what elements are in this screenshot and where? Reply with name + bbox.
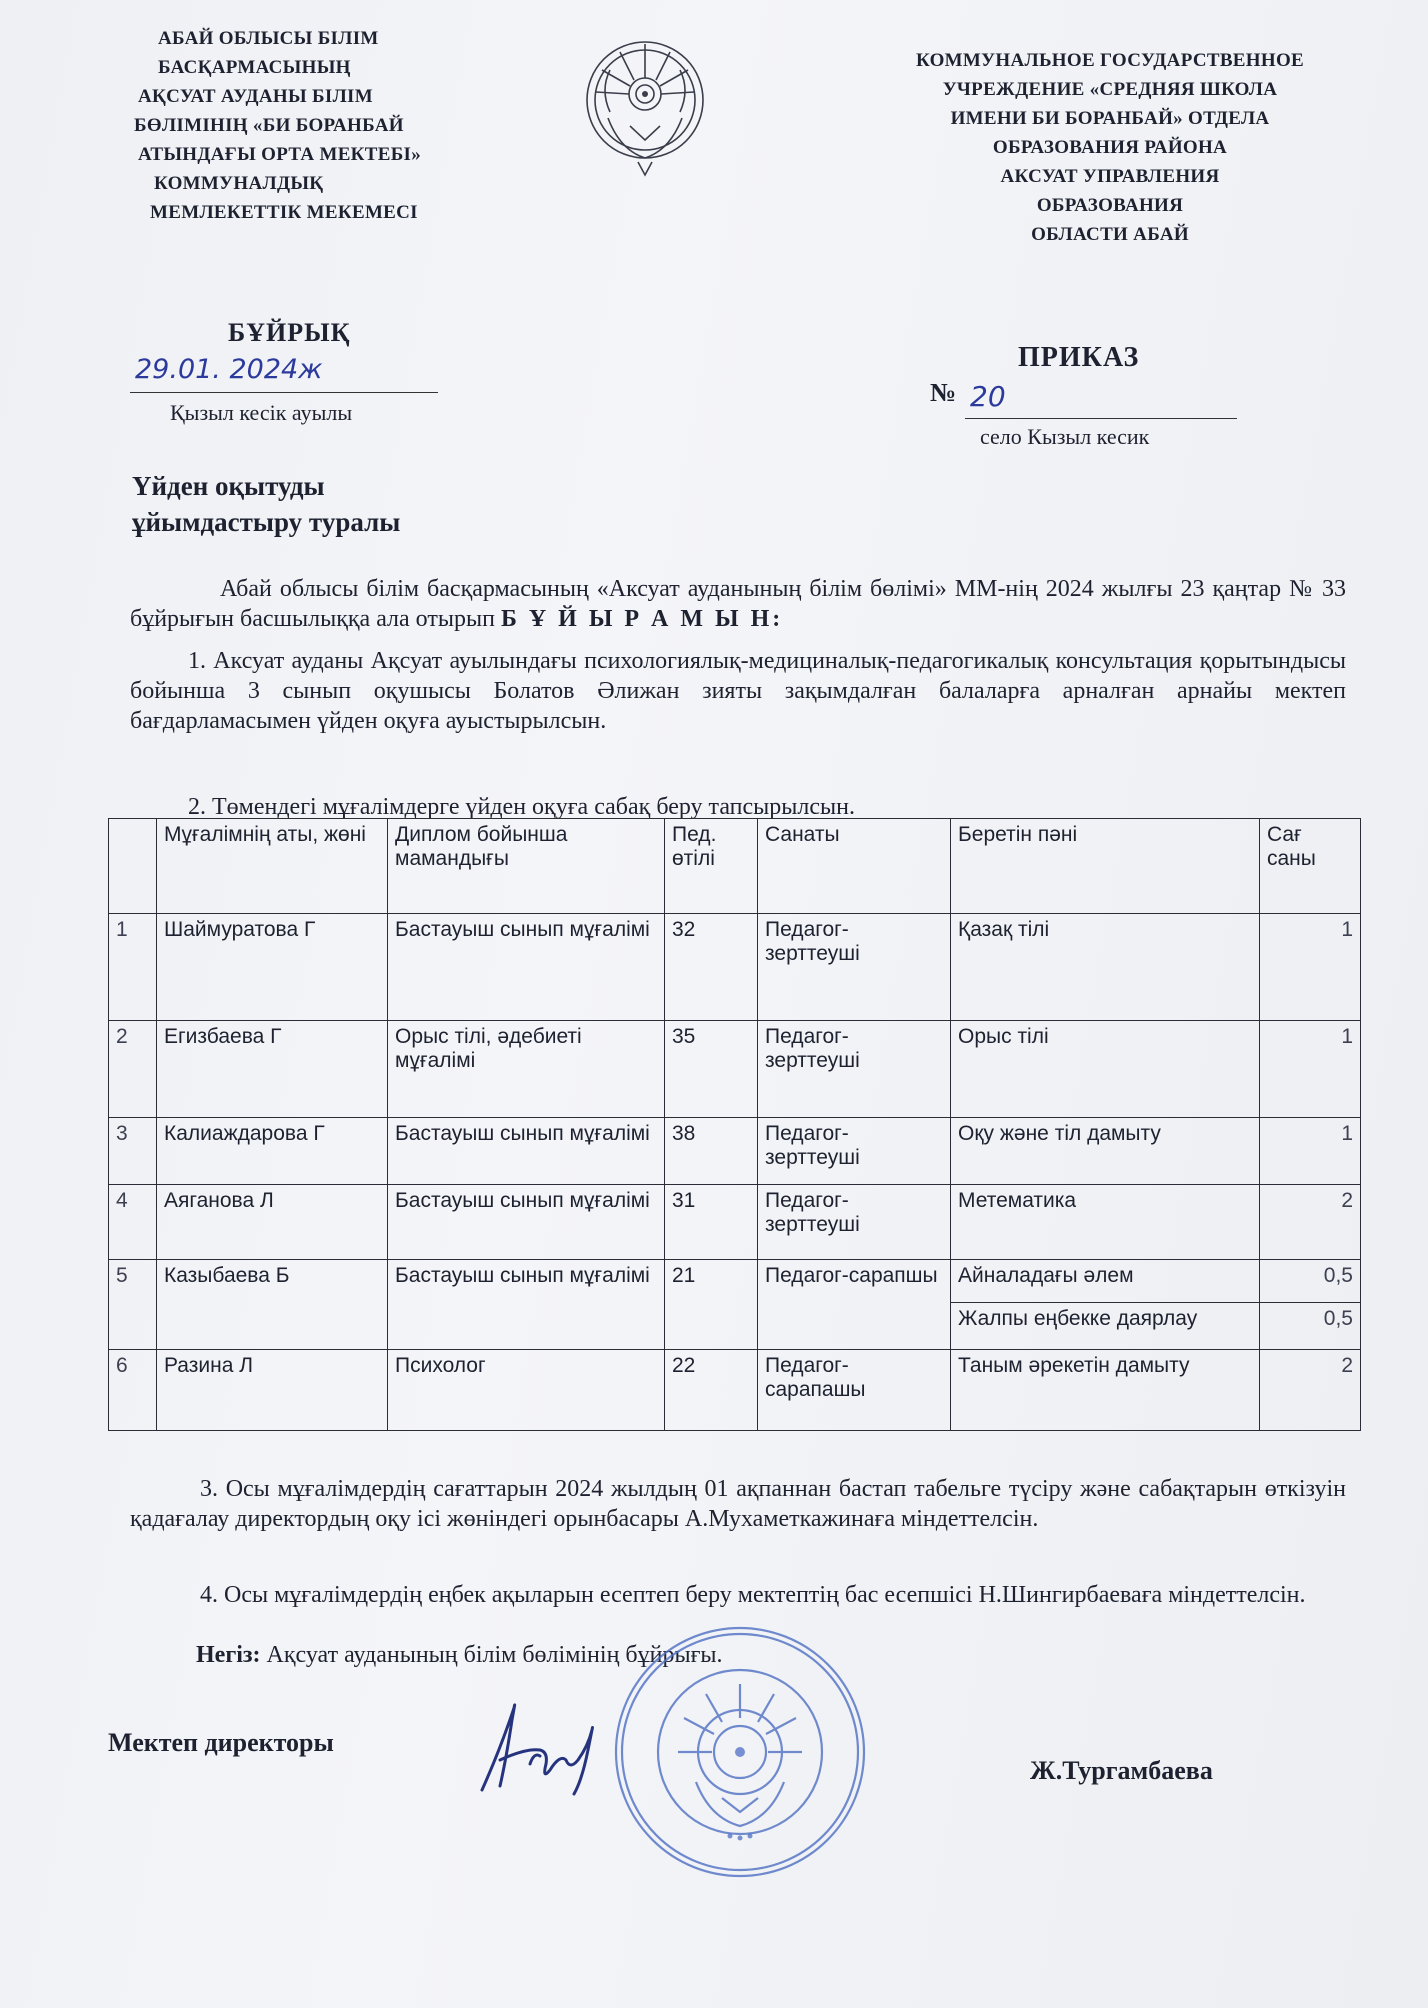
cell-subject: Жалпы еңбекке даярлау <box>951 1303 1260 1350</box>
cell-category: Педагог-зерттеуші <box>758 914 951 1021</box>
order-item-2: 2. Төмендегі мұғалімдерге үйден оқуға сабақ беру тапсырылсын. <box>188 794 856 820</box>
header-right-line: ОБЛАСТИ АБАЙ <box>1031 224 1189 245</box>
cell-subject: Таным әрекетін дамыту <box>951 1350 1260 1431</box>
order-date-field <box>130 352 438 393</box>
header-left-line: АТЫНДАҒЫ ОРТА МЕКТЕБІ» <box>138 144 422 165</box>
cell-num: 6 <box>109 1350 157 1431</box>
header-right-line: ИМЕНИ БИ БОРАНБАЙ» ОТДЕЛА <box>950 108 1270 129</box>
header-left-line: БАСҚАРМАСЫНЫҢ <box>158 57 351 78</box>
cell-subject: Орыс тілі <box>951 1021 1260 1118</box>
order-place-ru: село Кызыл кесик <box>980 424 1150 449</box>
cell-experience: 35 <box>665 1021 758 1118</box>
signer-name: Ж.Тургамбаева <box>1030 1756 1213 1785</box>
cell-diploma: Бастауыш сынып мұғалімі <box>388 1118 665 1185</box>
header-right-line: ОБРАЗОВАНИЯ <box>1036 195 1184 216</box>
cell-diploma: Бастауыш сынып мұғалімі <box>388 914 665 1021</box>
header-left-line: АБАЙ ОБЛЫСЫ БІЛІМ <box>158 28 379 49</box>
header-left-line: МЕМЛЕКЕТТІК МЕКЕМЕСІ <box>150 202 418 223</box>
order-title-kz: БҰЙРЫҚ <box>228 318 351 347</box>
header-right-line: УЧРЕЖДЕНИЕ «СРЕДНЯЯ ШКОЛА <box>942 79 1278 100</box>
header-left-line: АҚСУАТ АУДАНЫ БІЛІМ <box>138 86 373 107</box>
order-subject <box>132 468 400 540</box>
order-item-3: 3. Осы мұғалімдердің сағаттарын 2024 жылдың 01 ақпаннан бастап табельге түсіру және сабақтарын өткізуін қадағалау директордың оқу ісі жөніндегі орынбасары А.Мухаметкажинаға міндеттелсін. <box>130 1476 1346 1532</box>
header-right-line: АКСУАТ УПРАВЛЕНИЯ <box>1000 166 1220 187</box>
cell-experience: 38 <box>665 1118 758 1185</box>
header-name: Мұғалімнің аты, жөні <box>157 819 388 914</box>
order-title-ru: ПРИКАЗ <box>1018 342 1140 373</box>
cell-hours: 1 <box>1260 1021 1361 1118</box>
header-right-line: КОММУНАЛЬНОЕ ГОСУДАРСТВЕННОЕ <box>916 50 1304 71</box>
signer-role: Мектеп директоры <box>108 1728 334 1757</box>
cell-hours: 2 <box>1260 1350 1361 1431</box>
table-row <box>109 1118 1361 1185</box>
table-row <box>109 1185 1361 1260</box>
cell-experience: 22 <box>665 1350 758 1431</box>
cell-category: Педагог-сарапашы <box>758 1350 951 1431</box>
header-hours: Сағ саны <box>1260 819 1361 914</box>
order-number-field <box>965 380 1237 419</box>
header-right-line: ОБРАЗОВАНИЯ РАЙОНА <box>992 137 1228 158</box>
order-keyword: Б Ұ Й Ы Р А М Ы Н: <box>500 606 784 632</box>
cell-subject: Айналадағы әлем <box>951 1260 1260 1303</box>
header-left-line: БӨЛІМІНІҢ «БИ БОРАНБАЙ <box>134 115 404 136</box>
cell-hours: 0,5 <box>1260 1303 1361 1350</box>
cell-name: Калиаждарова Г <box>157 1118 388 1185</box>
cell-num: 5 <box>109 1260 157 1350</box>
header-subject: Беретін пәні <box>951 819 1260 914</box>
cell-hours: 0,5 <box>1260 1260 1361 1303</box>
table-row <box>109 1350 1361 1431</box>
table-row <box>109 1021 1361 1118</box>
cell-name: Шаймуратова Г <box>157 914 388 1021</box>
state-emblem-icon <box>580 30 710 180</box>
order-item-1: 1. Аксуат ауданы Ақсуат ауылындағы психологиялық-медициналық-педагогикалық консультация қорытындысы бойынша 3 сынып оқушысы Болатов Әлижан зияты зақымдалған балаларға арналған арнайы мектеп бағдарламасымен үйден оқуға ауыстырылсын. <box>130 648 1346 734</box>
director-signature-icon <box>470 1690 630 1810</box>
basis-label: Негіз: <box>196 1642 261 1668</box>
cell-num: 4 <box>109 1185 157 1260</box>
cell-experience: 21 <box>665 1260 758 1350</box>
order-subject-line: ұйымдастыру туралы <box>132 507 401 537</box>
header-diploma: Диплом бойынша мамандығы <box>388 819 665 914</box>
cell-num: 2 <box>109 1021 157 1118</box>
order-subject-line: Үйден оқытуды <box>132 471 325 501</box>
cell-hours: 1 <box>1260 914 1361 1021</box>
intro-paragraph <box>130 574 1346 634</box>
cell-subject: Қазақ тілі <box>951 914 1260 1021</box>
cell-category: Педагог-зерттеуші <box>758 1185 951 1260</box>
cell-num: 3 <box>109 1118 157 1185</box>
header-category: Санаты <box>758 819 951 914</box>
cell-category: Педагог-сарапшы <box>758 1260 951 1350</box>
header-right-ru <box>840 46 1380 249</box>
cell-hours: 2 <box>1260 1185 1361 1260</box>
cell-num: 1 <box>109 914 157 1021</box>
cell-name: Егизбаева Г <box>157 1021 388 1118</box>
cell-experience: 31 <box>665 1185 758 1260</box>
header-left-line: КОММУНАЛДЫҚ <box>154 173 324 194</box>
cell-name: Аяганова Л <box>157 1185 388 1260</box>
intro-text: Абай облысы білім басқармасының «Аксуат ауданының білім бөлімі» ММ-нің 2024 жылғы 23 қаңтар № 33 бұйрығын басшылыққа ала отырып <box>130 576 1346 632</box>
cell-diploma: Бастауыш сынып мұғалімі <box>388 1260 665 1350</box>
table-row <box>109 914 1361 1021</box>
cell-diploma: Психолог <box>388 1350 665 1431</box>
cell-category: Педагог-зерттеуші <box>758 1021 951 1118</box>
teachers-table <box>108 818 1361 1431</box>
official-seal-icon <box>610 1622 870 1882</box>
order-number-label: № <box>930 378 957 407</box>
basis-text: Ақсуат ауданының білім бөлімінің бұйрығы. <box>260 1642 723 1668</box>
order-item-4: 4. Осы мұғалімдердің еңбек ақыларын есептеп беру мектептің бас есепшісі Н.Шингирбаеваға міндеттелсін. <box>200 1582 1306 1608</box>
cell-subject: Метематика <box>951 1185 1260 1260</box>
cell-diploma: Бастауыш сынып мұғалімі <box>388 1185 665 1260</box>
header-experience: Пед. өтілі <box>665 819 758 914</box>
cell-name: Разина Л <box>157 1350 388 1431</box>
header-left-kz <box>130 24 510 227</box>
order-number-handwritten: 20 <box>970 380 1006 413</box>
order-place-kz: Қызыл кесік ауылы <box>170 400 353 425</box>
table-row <box>109 1260 1361 1303</box>
cell-hours: 1 <box>1260 1118 1361 1185</box>
header-num <box>109 819 157 914</box>
table-header-row <box>109 819 1361 914</box>
cell-diploma: Орыс тілі, әдебиеті мұғалімі <box>388 1021 665 1118</box>
cell-subject: Оқу және тіл дамыту <box>951 1118 1260 1185</box>
cell-experience: 32 <box>665 914 758 1021</box>
order-date-handwritten: 29.01. 2024ж <box>135 354 323 385</box>
cell-category: Педагог-зерттеуші <box>758 1118 951 1185</box>
cell-name: Казыбаева Б <box>157 1260 388 1350</box>
